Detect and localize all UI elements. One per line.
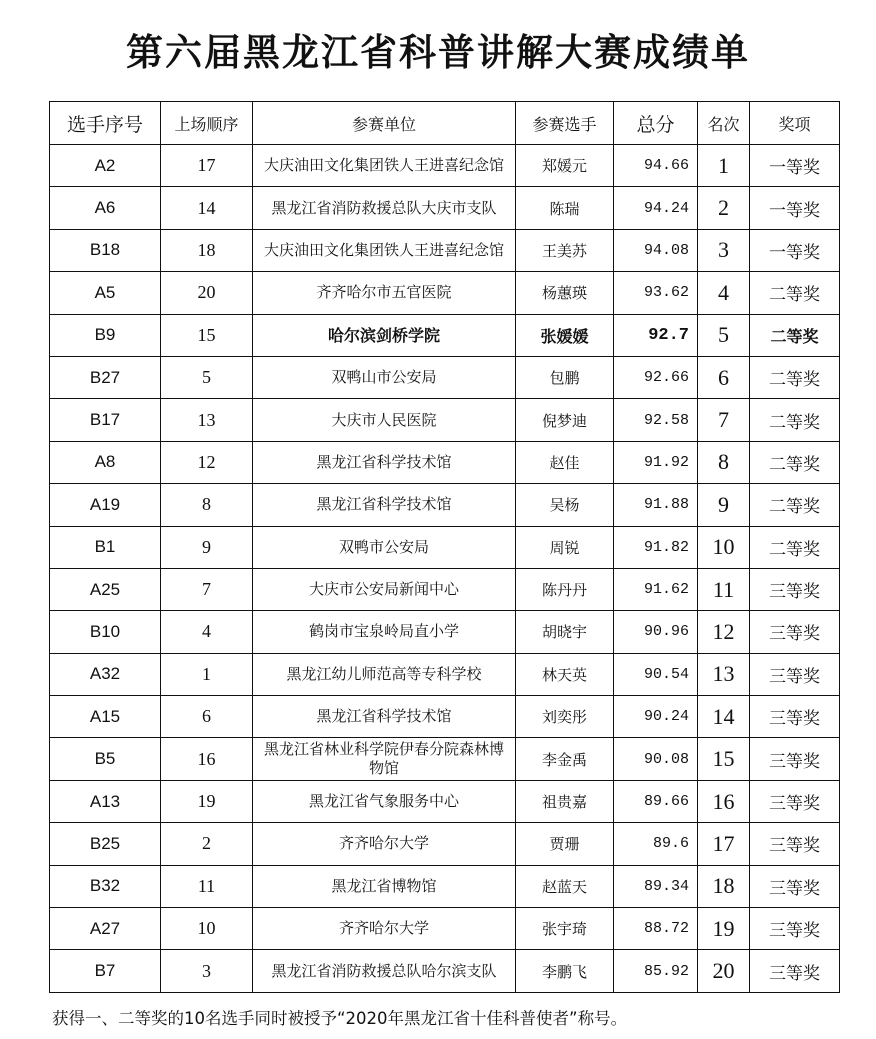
cell-unit: 黑龙江省科学技术馆 [253, 696, 516, 738]
table-row [50, 738, 840, 780]
cell-score: 92.58 [614, 399, 698, 441]
cell-score: 90.96 [614, 611, 698, 653]
cell-award: 二等奖 [750, 526, 840, 568]
cell-rank: 19 [698, 908, 750, 950]
cell-score: 88.72 [614, 908, 698, 950]
cell-player-id: A27 [50, 908, 161, 950]
table-row [50, 780, 840, 822]
cell-score: 90.08 [614, 738, 698, 780]
cell-score: 92.66 [614, 356, 698, 398]
cell-award: 二等奖 [750, 484, 840, 526]
cell-player-id: A6 [50, 187, 161, 229]
cell-order: 15 [161, 314, 253, 356]
cell-unit: 双鸭山市公安局 [253, 356, 516, 398]
cell-order: 18 [161, 229, 253, 271]
cell-unit: 大庆油田文化集团铁人王进喜纪念馆 [253, 145, 516, 187]
cell-score: 89.34 [614, 865, 698, 907]
cell-player-id: B9 [50, 314, 161, 356]
cell-unit: 大庆市公安局新闻中心 [253, 568, 516, 610]
cell-player-id: A25 [50, 568, 161, 610]
cell-unit: 哈尔滨剑桥学院 [253, 314, 516, 356]
cell-unit: 黑龙江省博物馆 [253, 865, 516, 907]
cell-rank: 3 [698, 229, 750, 271]
cell-unit: 双鸭市公安局 [253, 526, 516, 568]
cell-score: 90.24 [614, 696, 698, 738]
cell-player-name: 周锐 [516, 526, 614, 568]
cell-order: 5 [161, 356, 253, 398]
cell-order: 8 [161, 484, 253, 526]
cell-rank: 20 [698, 950, 750, 992]
cell-player-id: B7 [50, 950, 161, 992]
cell-order: 1 [161, 653, 253, 695]
cell-unit: 大庆市人民医院 [253, 399, 516, 441]
cell-player-id: B17 [50, 399, 161, 441]
cell-order: 2 [161, 823, 253, 865]
cell-player-name: 赵佳 [516, 441, 614, 483]
cell-player-id: B5 [50, 738, 161, 780]
cell-rank: 12 [698, 611, 750, 653]
col-header-award: 奖项 [750, 102, 840, 145]
cell-player-name: 倪梦迪 [516, 399, 614, 441]
cell-player-name: 吴杨 [516, 484, 614, 526]
table-row [50, 356, 840, 398]
col-header-unit: 参赛单位 [253, 102, 516, 145]
cell-player-id: B27 [50, 356, 161, 398]
cell-order: 7 [161, 568, 253, 610]
cell-player-id: A15 [50, 696, 161, 738]
cell-unit: 黑龙江省科学技术馆 [253, 484, 516, 526]
cell-rank: 7 [698, 399, 750, 441]
table-row [50, 823, 840, 865]
cell-award: 三等奖 [750, 568, 840, 610]
cell-order: 20 [161, 272, 253, 314]
page-title: 第六届黑龙江省科普讲解大赛成绩单 [126, 31, 750, 74]
cell-player-id: B10 [50, 611, 161, 653]
cell-player-name: 张媛媛 [516, 314, 614, 356]
cell-player-name: 陈丹丹 [516, 568, 614, 610]
table-row [50, 145, 840, 187]
cell-score: 94.08 [614, 229, 698, 271]
cell-order: 9 [161, 526, 253, 568]
cell-player-name: 胡晓宇 [516, 611, 614, 653]
cell-rank: 1 [698, 145, 750, 187]
cell-player-id: A13 [50, 780, 161, 822]
cell-score: 90.54 [614, 653, 698, 695]
col-header-player-id: 选手序号 [50, 102, 161, 145]
cell-score: 91.82 [614, 526, 698, 568]
cell-player-name: 陈瑞 [516, 187, 614, 229]
cell-unit: 齐齐哈尔市五官医院 [253, 272, 516, 314]
cell-award: 三等奖 [750, 950, 840, 992]
cell-player-name: 张宇琦 [516, 908, 614, 950]
cell-player-id: B25 [50, 823, 161, 865]
table-row [50, 526, 840, 568]
cell-rank: 8 [698, 441, 750, 483]
cell-award: 三等奖 [750, 908, 840, 950]
cell-award: 三等奖 [750, 738, 840, 780]
cell-player-name: 林天英 [516, 653, 614, 695]
header-row [50, 102, 840, 145]
cell-rank: 13 [698, 653, 750, 695]
cell-rank: 17 [698, 823, 750, 865]
cell-player-id: A19 [50, 484, 161, 526]
table-row [50, 399, 840, 441]
cell-rank: 10 [698, 526, 750, 568]
cell-player-name: 贾珊 [516, 823, 614, 865]
cell-order: 4 [161, 611, 253, 653]
table-row [50, 272, 840, 314]
cell-award: 三等奖 [750, 780, 840, 822]
cell-unit: 齐齐哈尔大学 [253, 823, 516, 865]
table-row [50, 187, 840, 229]
cell-player-id: B32 [50, 865, 161, 907]
cell-unit: 黑龙江省林业科学院伊春分院森林博物馆 [253, 738, 516, 780]
cell-player-id: A8 [50, 441, 161, 483]
cell-player-name: 祖贵嘉 [516, 780, 614, 822]
cell-award: 三等奖 [750, 611, 840, 653]
table-row [50, 611, 840, 653]
cell-player-name: 包鹏 [516, 356, 614, 398]
cell-award: 三等奖 [750, 865, 840, 907]
cell-unit: 黑龙江幼儿师范高等专科学校 [253, 653, 516, 695]
cell-player-name: 李金禹 [516, 738, 614, 780]
cell-award: 二等奖 [750, 356, 840, 398]
cell-award: 一等奖 [750, 187, 840, 229]
cell-score: 89.66 [614, 780, 698, 822]
cell-rank: 11 [698, 568, 750, 610]
cell-player-id: B18 [50, 229, 161, 271]
table-row [50, 696, 840, 738]
cell-order: 12 [161, 441, 253, 483]
cell-order: 3 [161, 950, 253, 992]
cell-rank: 2 [698, 187, 750, 229]
cell-award: 三等奖 [750, 823, 840, 865]
cell-award: 二等奖 [750, 314, 840, 356]
cell-rank: 15 [698, 738, 750, 780]
table-row [50, 568, 840, 610]
cell-player-name: 刘奕彤 [516, 696, 614, 738]
cell-rank: 18 [698, 865, 750, 907]
cell-unit: 鹤岗市宝泉岭局直小学 [253, 611, 516, 653]
cell-player-name: 王美苏 [516, 229, 614, 271]
cell-score: 94.66 [614, 145, 698, 187]
results-table [49, 101, 840, 993]
cell-rank: 4 [698, 272, 750, 314]
cell-score: 94.24 [614, 187, 698, 229]
cell-player-id: A32 [50, 653, 161, 695]
col-header-order: 上场顺序 [161, 102, 253, 145]
cell-player-name: 郑媛元 [516, 145, 614, 187]
cell-award: 二等奖 [750, 272, 840, 314]
cell-player-id: A2 [50, 145, 161, 187]
col-header-score: 总分 [614, 102, 698, 145]
cell-rank: 9 [698, 484, 750, 526]
cell-order: 13 [161, 399, 253, 441]
cell-score: 91.62 [614, 568, 698, 610]
cell-award: 二等奖 [750, 441, 840, 483]
cell-unit: 黑龙江省消防救援总队哈尔滨支队 [253, 950, 516, 992]
cell-player-id: A5 [50, 272, 161, 314]
cell-rank: 16 [698, 780, 750, 822]
cell-score: 85.92 [614, 950, 698, 992]
cell-award: 一等奖 [750, 229, 840, 271]
cell-award: 二等奖 [750, 399, 840, 441]
table-row [50, 865, 840, 907]
cell-unit: 齐齐哈尔大学 [253, 908, 516, 950]
table-row [50, 653, 840, 695]
cell-score: 92.7 [614, 314, 698, 356]
cell-unit: 大庆油田文化集团铁人王进喜纪念馆 [253, 229, 516, 271]
cell-unit: 黑龙江省气象服务中心 [253, 780, 516, 822]
cell-score: 91.92 [614, 441, 698, 483]
cell-order: 17 [161, 145, 253, 187]
cell-order: 6 [161, 696, 253, 738]
col-header-rank: 名次 [698, 102, 750, 145]
cell-award: 三等奖 [750, 696, 840, 738]
cell-player-name: 李鹏飞 [516, 950, 614, 992]
cell-unit: 黑龙江省科学技术馆 [253, 441, 516, 483]
cell-order: 14 [161, 187, 253, 229]
cell-order: 11 [161, 865, 253, 907]
cell-rank: 5 [698, 314, 750, 356]
cell-player-name: 赵蓝天 [516, 865, 614, 907]
footnote: 获得一、二等奖的10名选手同时被授予“2020年黑龙江省十佳科普使者”称号。 [52, 1009, 628, 1028]
cell-order: 19 [161, 780, 253, 822]
table-row [50, 441, 840, 483]
table-row [50, 950, 840, 992]
col-header-player: 参赛选手 [516, 102, 614, 145]
cell-award: 一等奖 [750, 145, 840, 187]
cell-award: 三等奖 [750, 653, 840, 695]
cell-score: 93.62 [614, 272, 698, 314]
cell-player-name: 杨蕙瑛 [516, 272, 614, 314]
table-row [50, 229, 840, 271]
cell-score: 91.88 [614, 484, 698, 526]
cell-player-id: B1 [50, 526, 161, 568]
cell-unit: 黑龙江省消防救援总队大庆市支队 [253, 187, 516, 229]
table-row [50, 484, 840, 526]
cell-rank: 14 [698, 696, 750, 738]
cell-order: 10 [161, 908, 253, 950]
table-row [50, 314, 840, 356]
cell-order: 16 [161, 738, 253, 780]
table-row [50, 908, 840, 950]
cell-rank: 6 [698, 356, 750, 398]
cell-score: 89.6 [614, 823, 698, 865]
